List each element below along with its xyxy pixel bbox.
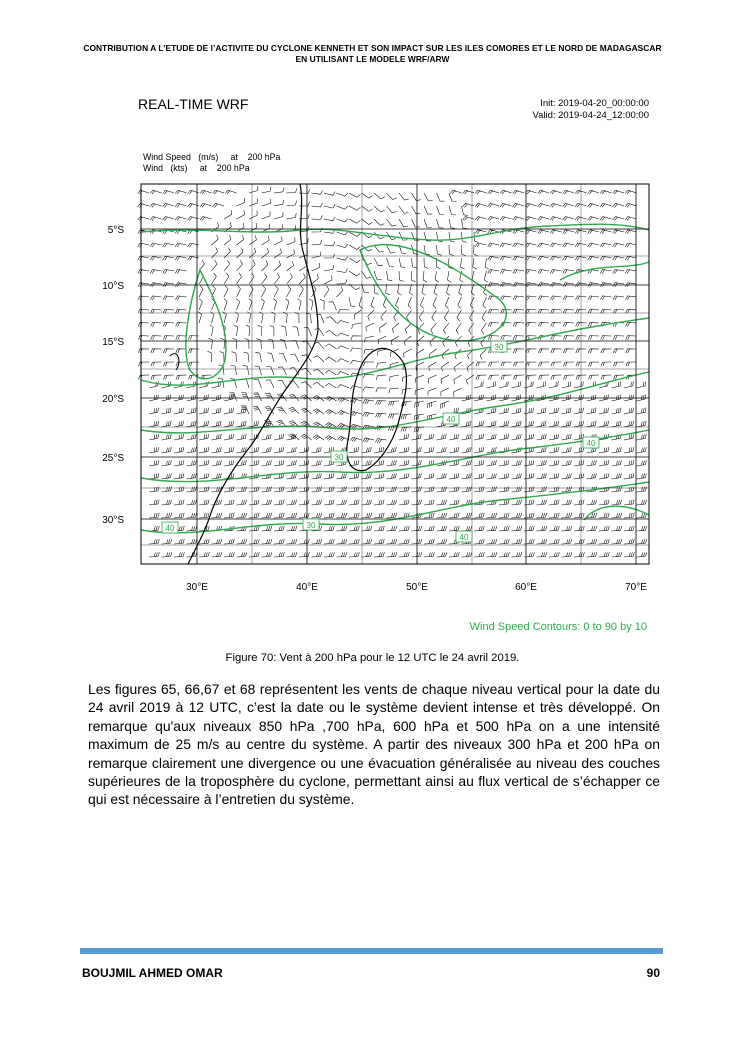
init-time: Init: 2019-04-20_00:00:00 — [540, 98, 649, 109]
contour-label: 40 — [459, 533, 469, 542]
lon-label: 40°E — [296, 582, 318, 593]
lon-label: 30°E — [186, 582, 208, 593]
latitude-labels — [102, 225, 124, 526]
contour-label: 30 — [494, 343, 504, 352]
wind-speed-contours — [141, 224, 649, 533]
figure-title: REAL-TIME WRF — [138, 96, 249, 112]
lat-label: 20°S — [102, 394, 124, 405]
lon-label: 50°E — [406, 582, 428, 593]
barb-field — [138, 186, 647, 557]
contour-label: 40 — [165, 524, 175, 533]
contour-label: 30 — [306, 521, 316, 530]
page-number: 90 — [646, 966, 660, 980]
valid-time: Valid: 2019-04-24_12:00:00 — [532, 110, 649, 121]
contour-value-labels — [162, 341, 599, 542]
wind-barbs — [138, 186, 647, 557]
legend-wind-speed: Wind Speed (m/s) at 200 hPa — [143, 152, 281, 162]
footer-rule — [80, 948, 663, 954]
contour-label: 40 — [586, 439, 596, 448]
speed-contour — [141, 224, 649, 240]
lon-label: 70°E — [625, 582, 647, 593]
lat-label: 10°S — [102, 281, 124, 292]
longitude-labels — [186, 582, 647, 593]
coastlines — [170, 184, 406, 564]
speed-contour — [141, 372, 649, 433]
footer-author: BOUJMIL AHMED OMAR — [82, 966, 223, 980]
header-line-1: CONTRIBUTION A L’ETUDE DE l’ACTIVITE DU CYCLONE KENNETH ET SON IMPACT SUR LES ILES COMORES ET LE NORD DE MADAGASCAR — [83, 43, 662, 53]
contour-label: 30 — [334, 453, 344, 462]
contour-label: 40 — [446, 415, 456, 424]
lat-label: 5°S — [107, 225, 124, 236]
header-line-2: EN UTILISANT LE MODELE WRF/ARW — [295, 54, 450, 64]
lon-label: 60°E — [515, 582, 537, 593]
body-paragraph: Les figures 65, 66,67 et 68 représentent les vents de chaque niveau vertical pour la date du 24 avril 2019 à 12 UTC, c’est la date ou le système devient intense et très développé. On remarque qu'aux niveaux 850 hPa ,700 hPa, 600 hPa et 500 hPa on a une intensité maximum de 25 m/s au centre du système. A partir des niveaux 300 hPa et 200 hPa on remarque clairement une divergence ou une évacuation généralisée au niveau des couches supérieures de la troposphère du cyclone, permettant ainsi au flux vertical de s’échapper ce qui est nécessaire à l’entretien du système. — [88, 681, 660, 808]
lat-label: 30°S — [102, 515, 124, 526]
contour-note: Wind Speed Contours: 0 to 90 by 10 — [469, 621, 647, 633]
lat-label: 15°S — [102, 337, 124, 348]
legend-wind-barbs: Wind (kts) at 200 hPa — [143, 163, 250, 173]
lat-label: 25°S — [102, 453, 124, 464]
figure-caption: Figure 70: Vent à 200 hPa pour le 12 UTC le 24 avril 2019. — [225, 652, 520, 664]
speed-contour — [141, 430, 649, 482]
